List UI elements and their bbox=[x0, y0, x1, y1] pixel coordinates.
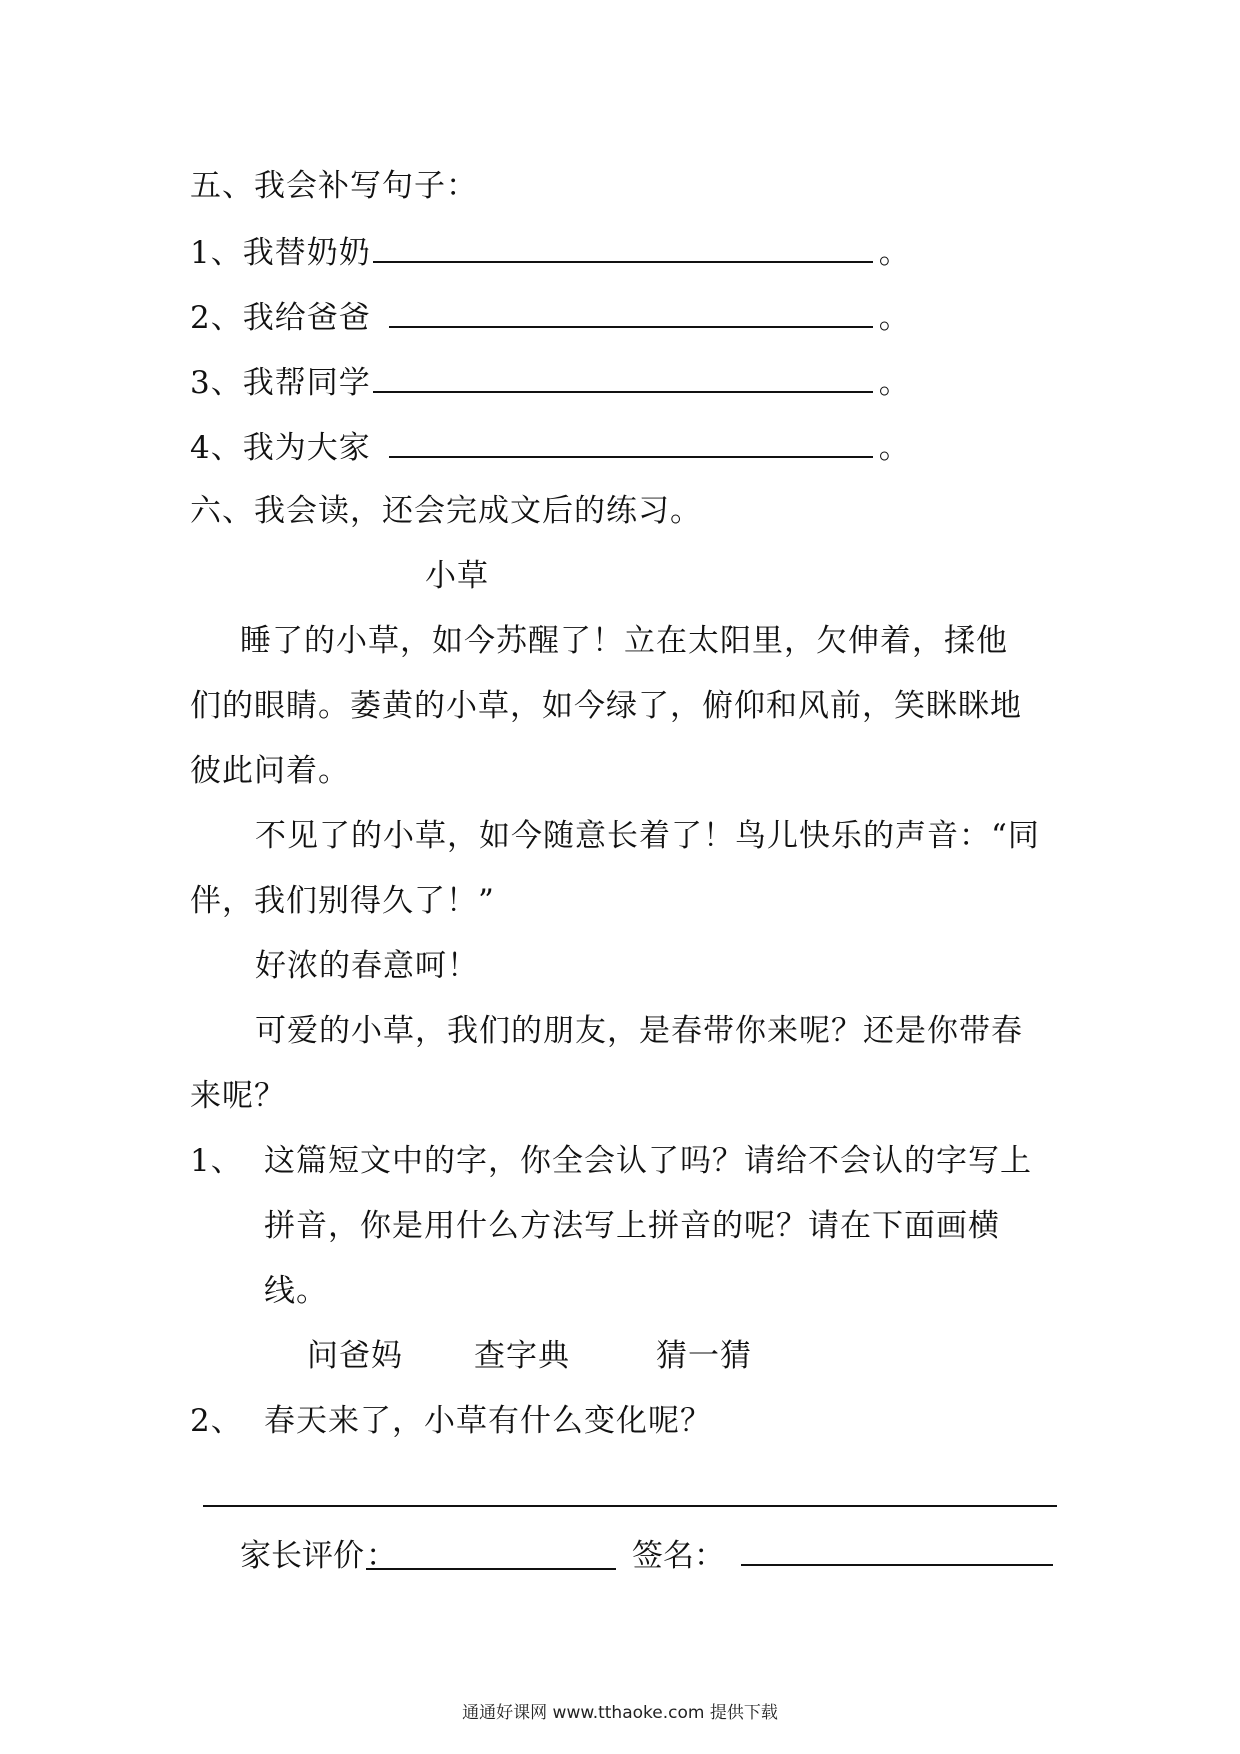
sign-label: 签名： bbox=[632, 1538, 725, 1574]
question-2-number: 2、 bbox=[190, 1403, 243, 1439]
fill-sentence-1 bbox=[190, 231, 911, 273]
passage-line-7: 可爱的小草，我们的朋友，是春带你来呢？还是你带春 bbox=[255, 1013, 1023, 1049]
section5-heading: 五、我会补写句子： bbox=[190, 168, 478, 204]
question-1-line-1: 这篇短文中的字，你全会认了吗？请给不会认的字写上 bbox=[264, 1143, 1032, 1179]
question-2-text: 春天来了，小草有什么变化呢？ bbox=[264, 1403, 712, 1439]
question-1-line-3: 线。 bbox=[264, 1273, 328, 1309]
answer-line[interactable] bbox=[203, 1505, 1057, 1507]
fill-sentence-2-blank[interactable] bbox=[389, 296, 873, 328]
option-guess[interactable]: 猜一猜 bbox=[656, 1338, 752, 1374]
fill-sentence-2-label: 2、我给爸爸 bbox=[190, 300, 371, 336]
passage-line-5: 伴，我们别得久了！” bbox=[190, 883, 495, 919]
sign-blank[interactable] bbox=[741, 1532, 1053, 1566]
fill-sentence-4-blank[interactable] bbox=[389, 426, 873, 458]
fill-sentence-3-blank[interactable] bbox=[373, 361, 873, 393]
parent-evaluation-row bbox=[240, 1532, 1055, 1576]
question-1-number: 1、 bbox=[190, 1143, 243, 1179]
fill-sentence-3 bbox=[190, 361, 911, 403]
fill-sentence-2-end: 。 bbox=[878, 300, 911, 336]
parent-eval-blank[interactable] bbox=[366, 1536, 616, 1574]
passage-line-3: 彼此问着。 bbox=[190, 753, 350, 789]
passage-line-6: 好浓的春意呵！ bbox=[255, 948, 479, 984]
fill-sentence-1-blank[interactable] bbox=[373, 231, 873, 263]
question-1-line-2: 拼音，你是用什么方法写上拼音的呢？请在下面画横 bbox=[264, 1208, 1000, 1244]
passage-line-2: 们的眼睛。萎黄的小草，如今绿了，俯仰和风前，笑眯眯地 bbox=[190, 688, 1022, 724]
passage-title: 小草 bbox=[425, 558, 489, 594]
option-ask-parents[interactable]: 问爸妈 bbox=[307, 1338, 403, 1374]
section6-heading: 六、我会读，还会完成文后的练习。 bbox=[190, 493, 702, 529]
site-footer: 通通好课网 www.tthaoke.com 提供下载 bbox=[462, 1703, 778, 1723]
fill-sentence-1-label: 1、我替奶奶 bbox=[190, 235, 371, 271]
fill-sentence-3-label: 3、我帮同学 bbox=[190, 365, 371, 401]
fill-sentence-1-end: 。 bbox=[878, 235, 911, 271]
fill-sentence-2 bbox=[190, 296, 911, 338]
passage-line-1: 睡了的小草，如今苏醒了！立在太阳里，欠伸着，揉他 bbox=[240, 623, 1008, 659]
parent-eval-colon: ： bbox=[366, 1538, 397, 1574]
parent-eval-label: 家长评价 bbox=[240, 1538, 364, 1574]
fill-sentence-4 bbox=[190, 426, 911, 468]
fill-sentence-3-end: 。 bbox=[878, 365, 911, 401]
passage-line-4: 不见了的小草，如今随意长着了！鸟儿快乐的声音：“同 bbox=[255, 818, 1040, 854]
passage-line-8: 来呢？ bbox=[190, 1078, 286, 1114]
fill-sentence-4-label: 4、我为大家 bbox=[190, 430, 371, 466]
option-dictionary[interactable]: 查字典 bbox=[474, 1338, 570, 1374]
fill-sentence-4-end: 。 bbox=[878, 430, 911, 466]
